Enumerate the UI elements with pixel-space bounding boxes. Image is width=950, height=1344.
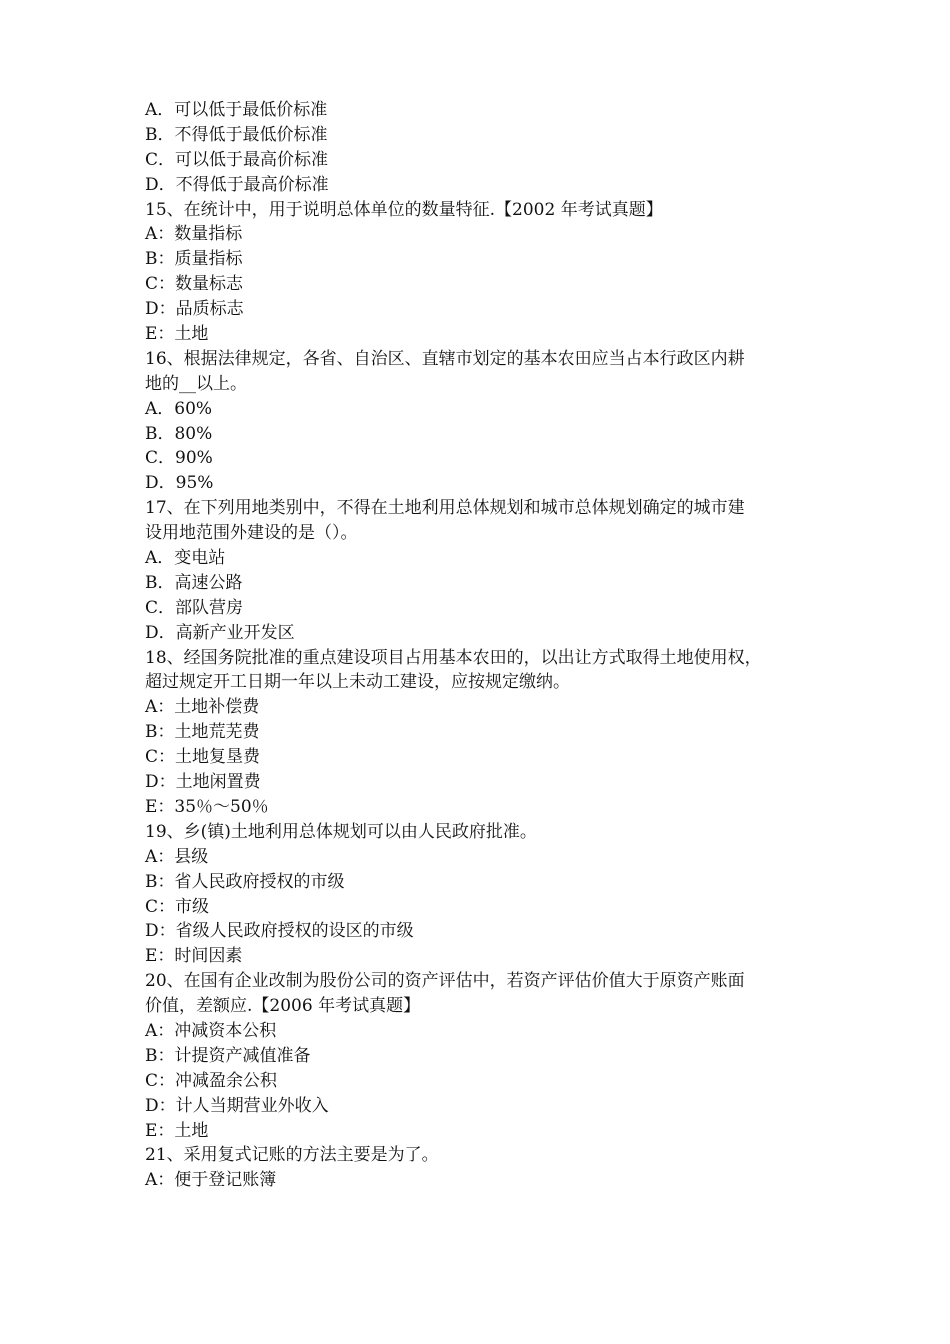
text-line: E：35％～50％ — [145, 796, 269, 817]
text-line: 设用地范围外建设的是（）。 — [145, 523, 358, 544]
text-line: A．60% — [145, 398, 213, 419]
text-line: D：计人当期营业外收入 — [145, 1095, 329, 1116]
text-line: D：品质标志 — [145, 299, 244, 320]
text-line: A：土地补偿费 — [145, 697, 260, 718]
text-line: A．可以低于最低价标准 — [145, 100, 328, 120]
text-line: C：数量标志 — [145, 274, 244, 295]
text-line: E：时间因素 — [145, 946, 243, 967]
text-line: D．高新产业开发区 — [145, 622, 295, 643]
text-line: A：冲减资本公积 — [145, 1020, 277, 1041]
text-line: A：便于登记账簿 — [145, 1170, 277, 1191]
text-line: B：质量指标 — [145, 249, 243, 270]
text-line: C．90% — [145, 448, 213, 469]
text-line: C：冲减盈余公积 — [145, 1070, 278, 1091]
text-line: C．部队营房 — [145, 597, 244, 618]
text-line: 19、乡(镇)土地利用总体规划可以由人民政府批准。 — [145, 821, 537, 842]
text-line: C：市级 — [145, 896, 210, 917]
text-line: 20、在国有企业改制为股份公司的资产评估中，若资产评估价值大于原资产账面 — [145, 971, 745, 992]
document-page — [145, 98, 825, 1193]
text-line: 地的__以上。 — [145, 373, 247, 394]
text-line: D．不得低于最高价标准 — [145, 174, 329, 195]
text-line: B：土地荒芜费 — [145, 722, 260, 743]
text-line: C：土地复垦费 — [145, 747, 261, 768]
text-line: A：数量指标 — [145, 224, 243, 245]
text-line: B：省人民政府授权的市级 — [145, 871, 345, 892]
text-line: 21、采用复式记账的方法主要是为了。 — [145, 1145, 439, 1166]
text-line: B．不得低于最低价标准 — [145, 124, 328, 145]
text-line: C．可以低于最高价标准 — [145, 149, 329, 170]
text-line: D．95% — [145, 473, 214, 494]
text-line: E：土地 — [145, 1120, 209, 1141]
text-line: E：土地 — [145, 324, 209, 345]
text-line: 价值，差额应.【2006 年考试真题】 — [145, 996, 421, 1017]
text-line: 17、在下列用地类别中，不得在土地利用总体规划和城市总体规划确定的城市建 — [145, 498, 745, 519]
text-line: 15、在统计中，用于说明总体单位的数量特征.【2002 年考试真题】 — [145, 199, 663, 220]
text-line: B．高速公路 — [145, 572, 243, 593]
text-line: A．变电站 — [145, 548, 226, 569]
text-line: B：计提资产减值准备 — [145, 1045, 311, 1066]
text-line: 16、根据法律规定，各省、自治区、直辖市划定的基本农田应当占本行政区内耕 — [145, 348, 745, 369]
text-line: B．80% — [145, 423, 213, 444]
text-line: 18、经国务院批准的重点建设项目占用基本农田的，以出让方式取得土地使用权， — [145, 647, 762, 668]
text-line: D：省级人民政府授权的设区的市级 — [145, 921, 414, 942]
text-line: D：土地闲置费 — [145, 772, 261, 793]
text-line: A：县级 — [145, 846, 209, 867]
text-line: 超过规定开工日期一年以上未动工建设，应按规定缴纳。 — [145, 672, 570, 693]
